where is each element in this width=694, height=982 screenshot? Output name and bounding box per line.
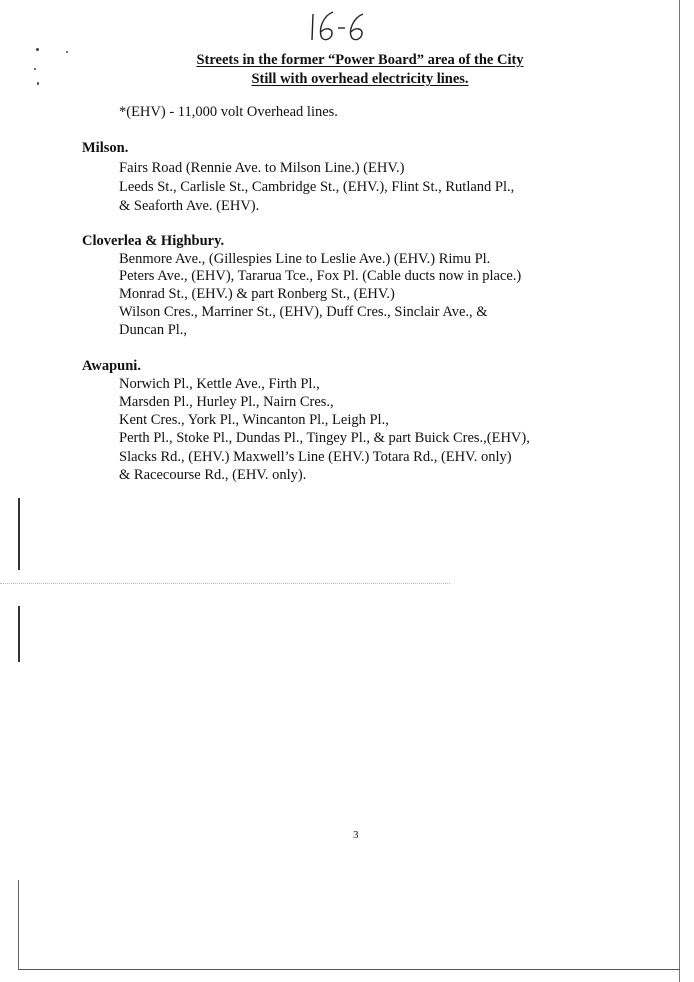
street-line: Perth Pl., Stoke Pl., Dundas Pl., Tingey Pl., & part Buick Cres.,(EHV), bbox=[119, 430, 530, 446]
street-line: Wilson Cres., Marriner St., (EHV), Duff Cres., Sinclair Ave., & bbox=[119, 304, 488, 320]
section-heading-milson: Milson. bbox=[82, 140, 129, 156]
street-line: Slacks Rd., (EHV.) Maxwell’s Line (EHV.) Totara Rd., (EHV. only) bbox=[119, 449, 512, 465]
street-line: Duncan Pl., bbox=[119, 322, 188, 338]
street-line: Norwich Pl., Kettle Ave., Firth Pl., bbox=[119, 376, 320, 392]
street-line: Kent Cres., York Pl., Wincanton Pl., Leigh Pl., bbox=[119, 412, 389, 428]
scan-speck bbox=[34, 68, 36, 70]
street-line: Fairs Road (Rennie Ave. to Milson Line.) (EHV.) bbox=[119, 160, 405, 176]
section-heading-cloverlea-highbury: Cloverlea & Highbury. bbox=[82, 233, 225, 249]
scan-speck bbox=[37, 82, 39, 85]
scan-edge-left-lower bbox=[18, 606, 20, 662]
scan-edge-right bbox=[679, 0, 680, 982]
street-line: Marsden Pl., Hurley Pl., Nairn Cres., bbox=[119, 394, 334, 410]
page-number: 3 bbox=[353, 829, 359, 841]
street-line: Leeds St., Carlisle St., Cambridge St., (EHV.), Flint St., Rutland Pl., bbox=[119, 179, 515, 195]
scan-edge-left-upper bbox=[18, 498, 20, 570]
scan-speck bbox=[36, 48, 39, 51]
street-line: Benmore Ave., (Gillespies Line to Leslie Ave.) (EHV.) Rimu Pl. bbox=[119, 251, 491, 267]
street-line: Peters Ave., (EHV), Tararua Tce., Fox Pl. (Cable ducts now in place.) bbox=[119, 268, 522, 284]
handwritten-reference-mark bbox=[305, 8, 375, 44]
scan-edge-bottom bbox=[18, 969, 680, 970]
scan-fold-line bbox=[0, 583, 450, 584]
street-line: & Seaforth Ave. (EHV). bbox=[119, 198, 260, 214]
scan-edge-left-bottom bbox=[18, 880, 19, 970]
section-heading-awapuni: Awapuni. bbox=[82, 358, 141, 374]
street-line: & Racecourse Rd., (EHV. only). bbox=[119, 467, 307, 483]
street-line: Monrad St., (EHV.) & part Ronberg St., (EHV.) bbox=[119, 286, 395, 302]
document-title-line-1: Streets in the former “Power Board” area of the City bbox=[196, 52, 524, 68]
document-title-line-2: Still with overhead electricity lines. bbox=[251, 71, 469, 87]
ehv-legend-note: *(EHV) - 11,000 volt Overhead lines. bbox=[119, 104, 338, 120]
scan-speck bbox=[66, 51, 68, 53]
